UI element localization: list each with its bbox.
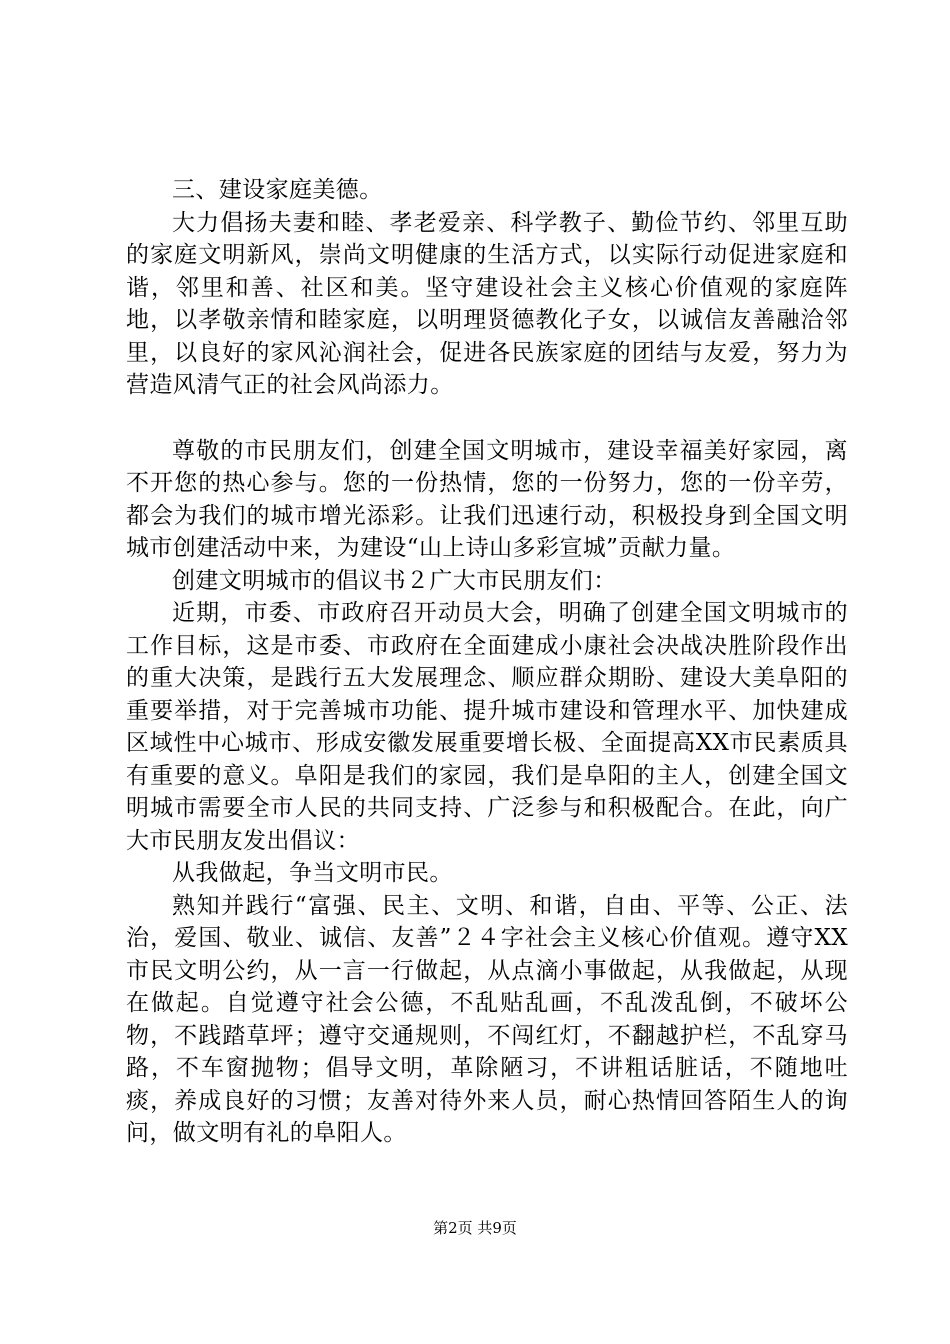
paragraph-title-line: 创建文明城市的倡议书２广大市民朋友们：	[172, 567, 617, 594]
paragraph-background: 近期，市委、市政府召开动员大会，明确了创建全国文明城市的工作目标，这是市委、市政府在全面建成小康社会决战决胜阶段作出的重大决策，是践行五大发展理念、顺应群众期盼、建设大美阜阳的重要举措，对于完善城市功能、提升城市建设和管理水平、加快建成区域性中心城市、形成安徽发展重要增长极、全面提高XX市民素质具有重要的意义。阜阳是我们的家园，我们是阜阳的主人，创建全国文明城市需要全市人民的共同支持、广泛参与和积极配合。在此，向广大市民朋友发出倡议：	[126, 600, 848, 854]
paragraph-appeal: 尊敬的市民朋友们，创建全国文明城市，建设幸福美好家园，离不开您的热心参与。您的一份热情，您的一份努力，您的一份辛劳，都会为我们的城市增光添彩。让我们迅速行动，积极投身到全国文明城市创建活动中来，为建设“山上诗山多彩宣城”贡献力量。	[126, 437, 848, 561]
paragraph-core-values: 熟知并践行“富强、民主、文明、和谐，自由、平等、公正、法治，爱国、敬业、诚信、友善”２４字社会主义核心价值观。遵守XX市民文明公约，从一言一行做起，从点滴小事做起，从我做起，从现在做起。自觉遵守社会公德，不乱贴乱画，不乱泼乱倒，不破坏公物，不践踏草坪；遵守交通规则，不闯红灯，不翻越护栏，不乱穿马路，不车窗抛物；倡导文明，革除陋习，不讲粗话脏话，不随地吐痰，养成良好的习惯；友善对待外来人员，耐心热情回答陌生人的询问，做文明有礼的阜阳人。	[126, 892, 848, 1146]
section-heading: 三、建设家庭美德。	[172, 177, 383, 203]
paragraph-family-virtue: 大力倡扬夫妻和睦、孝老爱亲、科学教子、勤俭节约、邻里互助的家庭文明新风，崇尚文明健康的生活方式，以实际行动促进家庭和谐，邻里和善、社区和美。坚守建设社会主义核心价值观的家庭阵地，以孝敬亲情和睦家庭，以明理贤德教化子女，以诚信友善融洽邻里，以良好的家风沁润社会，促进各民族家庭的团结与友爱，努力为营造风清气正的社会风尚添力。	[126, 209, 848, 398]
page-number: 第2页 共9页	[433, 1219, 517, 1237]
paragraph-gap	[126, 402, 848, 435]
document-body	[126, 174, 848, 1150]
paragraph-subheading: 从我做起，争当文明市民。	[172, 860, 453, 886]
